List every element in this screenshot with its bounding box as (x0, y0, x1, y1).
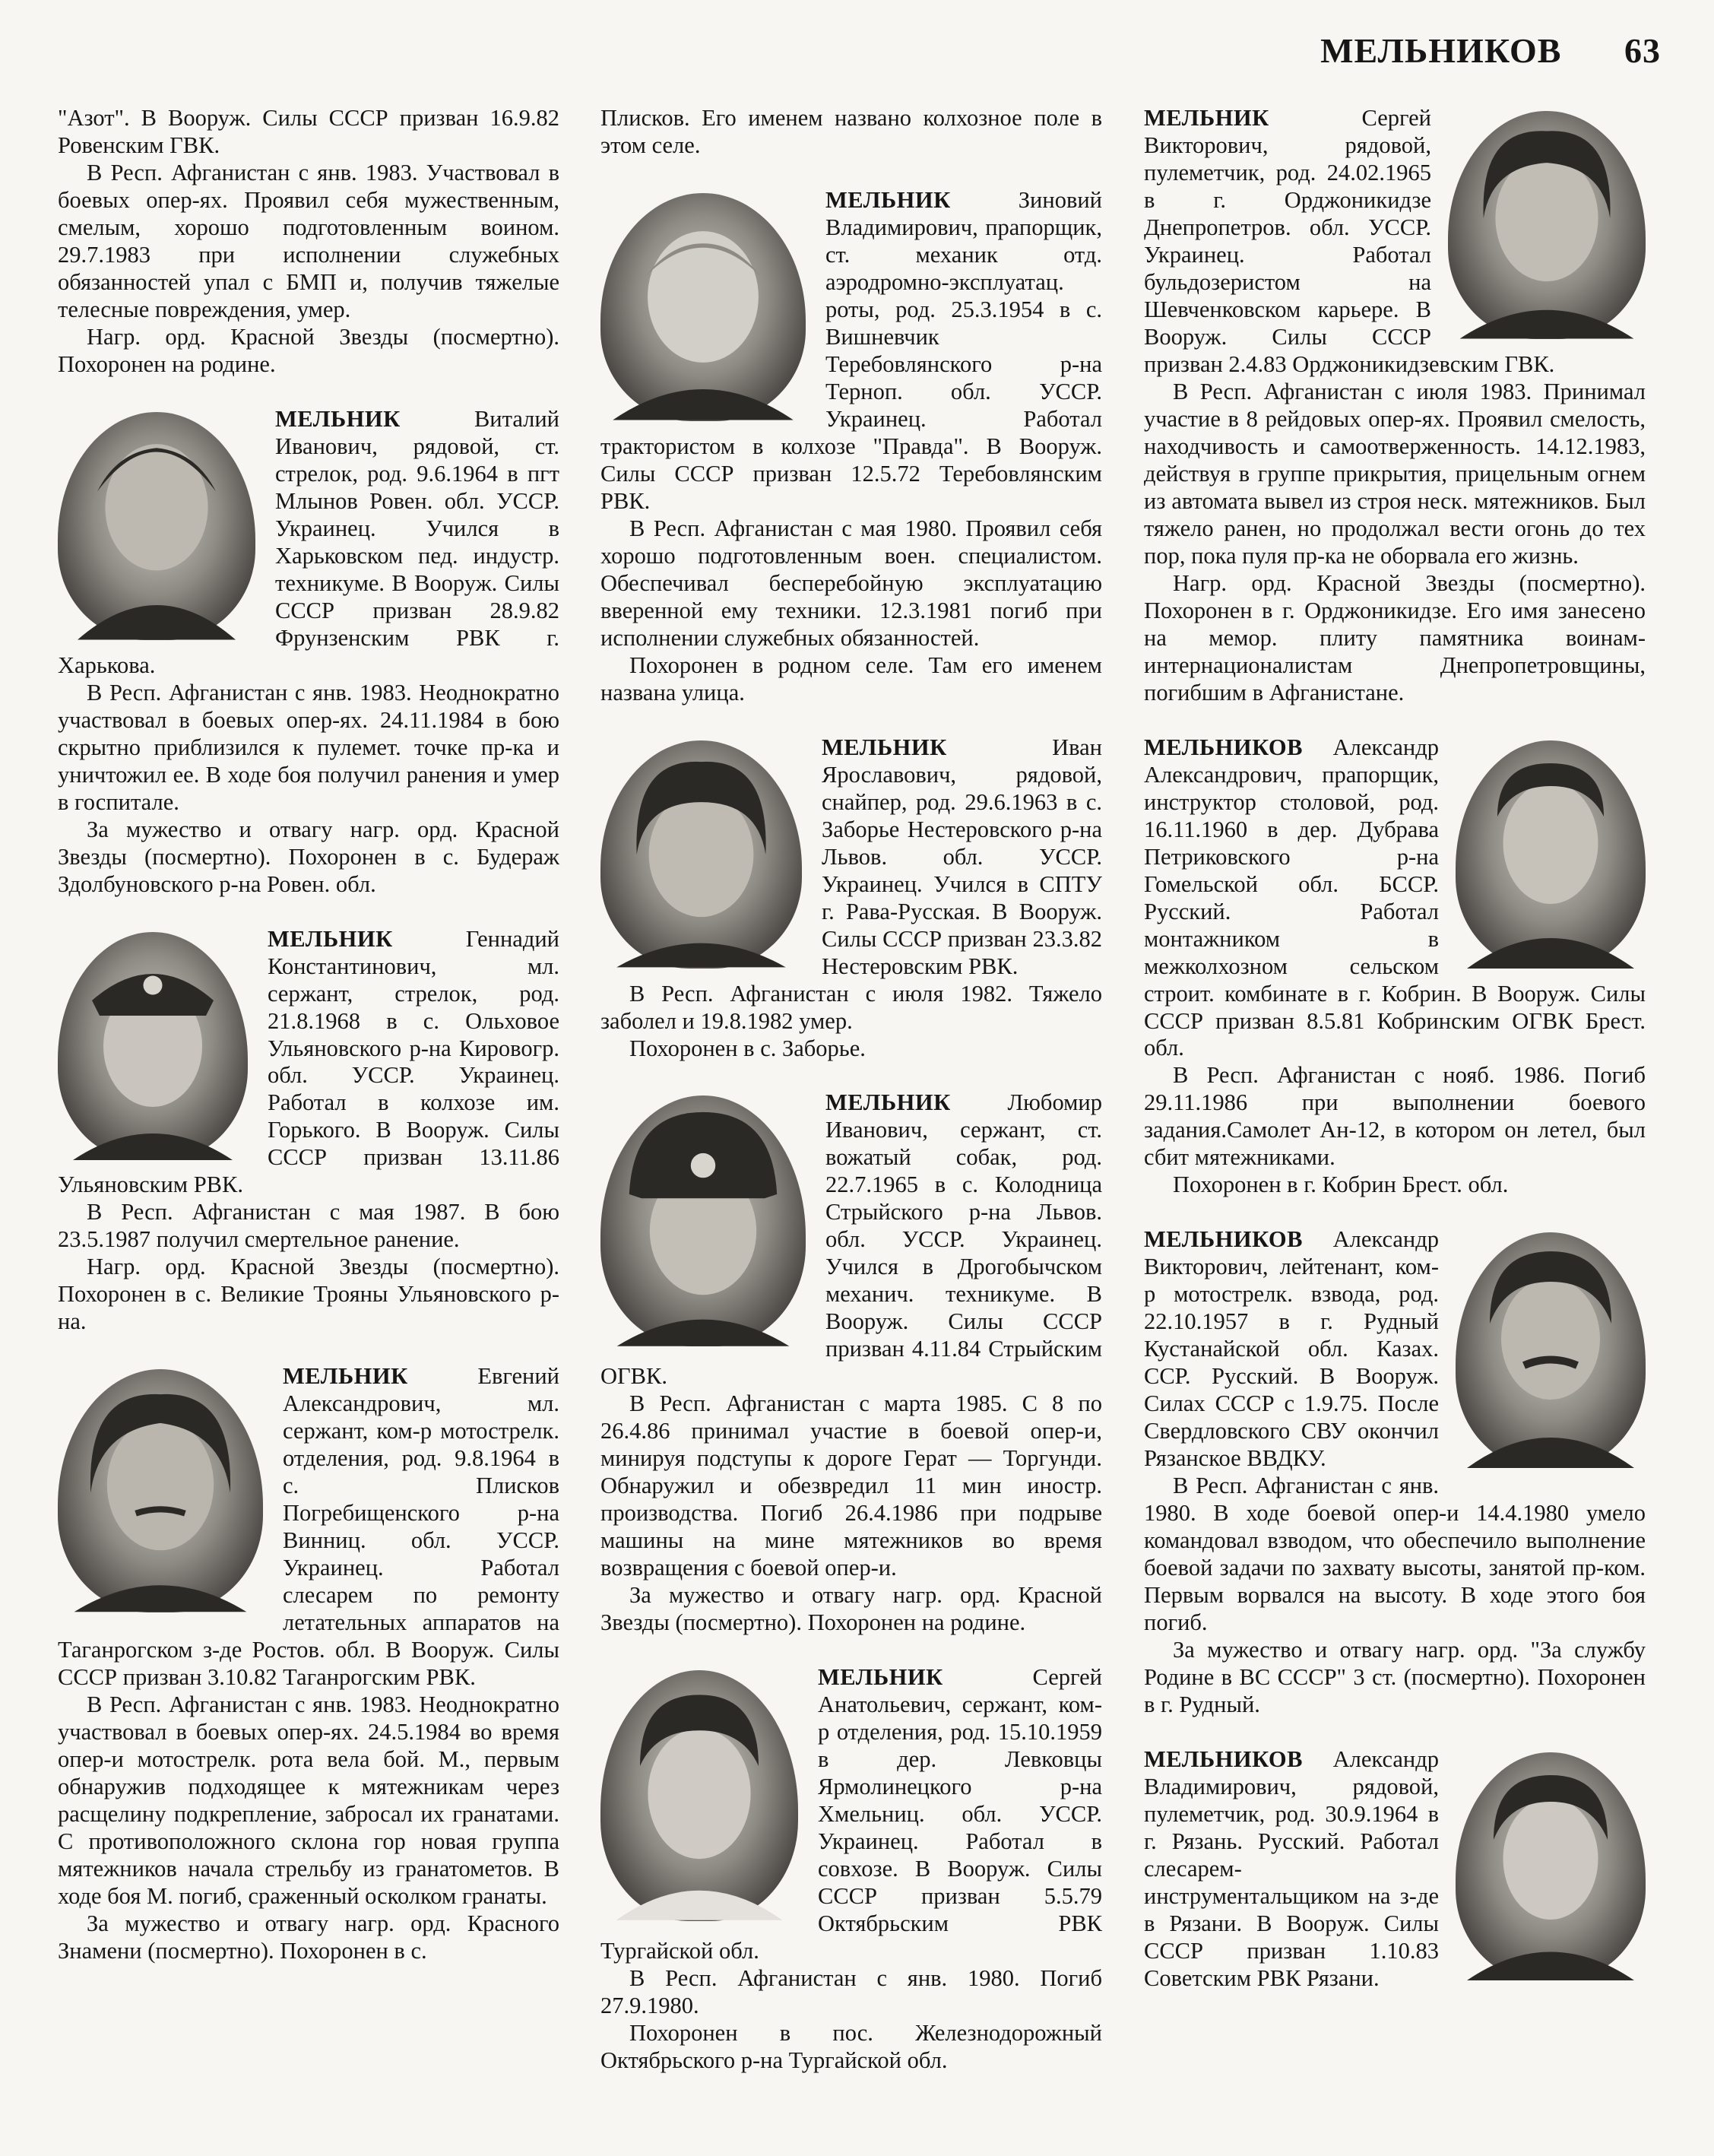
entry-paragraph: За мужество и отвагу нагр. орд. Красного Знамени (посмертно). Похоронен в с. (58, 1910, 559, 1964)
entry-surname: МЕЛЬНИК (822, 734, 947, 760)
entry-paragraph: В Респ. Афганистан с янв. 1983. Неоднократно участвовал в боевых опер-ях. 24.5.1984 во время опер-и мотострелк. рота вела бой. М., первым обнаружив подходящее к мятежникам через расщелину подкрепление, забросал их гранатами. С противоположного склона гор новая группа мятежников начала стрельбу из гранатометов. В ходе боя М. погиб, сраженный осколком гранаты. (58, 1692, 559, 1910)
entry-paragraph: В Респ. Афганистан с июля 1983. Принимал участие в 8 рейдовых опер-ях. Проявил смелость, находчивость и самоотверженность. 14.12.1983, действуя в группе прикрытия, прицельным огнем из автомата вывел из строя неск. мятежников. Был тяжело ранен, но продолжал вести огонь до тех пор, пока пуля пр-ка не оборвала его жизнь. (1144, 378, 1646, 569)
entry-header-text: Виталий Иванович, рядовой, ст. стрелок, род. 9.6.1964 в пгт Млынов Ровен. обл. УССР. Украинец. Учился в Харьковском пед. индустр. техникуме. В Вооруж. Силы СССР призван 28.9.82 Фрунзенским РВК г. Харькова. (58, 405, 559, 678)
entry-header (1144, 1226, 1646, 1473)
entry-melnik-vitaliy (58, 406, 559, 899)
entry-header (600, 1089, 1102, 1390)
entry-paragraph: Похоронен в г. Кобрин Брест. обл. (1173, 1172, 1509, 1198)
entry-surname: МЕЛЬНИКОВ (1144, 734, 1303, 760)
entry-header-text: Зиновий Владимирович, прапорщик, ст. механик отд. аэродромно-эксплуатац. роты, род. 25.3.1954 в с. Вишневчик Теребовлянского р-на Терноп. обл. УССР. Украинец. Работал трактористом в колхозе "Правда". В Вооруж. Силы СССР призван 12.5.72 Теребовлянским РВК. (600, 186, 1102, 514)
continuation-paragraph: Нагр. орд. Красной Звезды (посмертно). Похоронен на родине. (58, 323, 559, 377)
entry-paragraph: За мужество и отвагу нагр. орд. "За службу Родине в ВС СССР" 3 ст. (посмертно). Похоронен в г. Рудный. (1144, 1637, 1646, 1718)
entry-surname: МЕЛЬНИК (825, 1089, 951, 1116)
entry-melnik-zinoviy (600, 187, 1102, 707)
entry-header-text: Александр Владимирович, рядовой, пулеметчик, род. 30.9.1964 в г. Рязань. Русский. Работал слесарем-инструментальщиком на з-де в Рязани. В Вооруж. Силы СССР призван 1.10.83 Советским РВК Рязани. (1144, 1746, 1439, 1991)
entry-surname: МЕЛЬНИК (283, 1363, 408, 1390)
entry-header (58, 406, 559, 680)
portrait-photo (1456, 1752, 1646, 1980)
portrait-photo (1456, 1232, 1646, 1468)
entry-header (58, 926, 559, 1200)
entry-surname: МЕЛЬНИКОВ (1144, 1226, 1303, 1253)
entry-paragraph: В Респ. Афганистан с нояб. 1986. Погиб 29.11.1986 при выполнении боевого задания.Самолет Ан-12, в котором он летел, был сбит мятежниками. (1144, 1062, 1646, 1171)
column-3 (1144, 105, 1646, 2020)
entry-paragraph: Похоронен в родном селе. Там его именем названа улица. (600, 652, 1102, 705)
entry-header-text: Геннадий Константинович, мл. сержант, стрелок, род. 21.8.1968 в с. Ольховое Ульяновского р-на Кировогр. обл. УССР. Украинец. Работал в колхозе им. Горького. В Вооруж. Силы СССР призван 13.11.86 Ульяновским РВК. (58, 925, 559, 1198)
entry-surname: МЕЛЬНИКОВ (1144, 1746, 1303, 1773)
page-number: 63 (1624, 31, 1661, 70)
entry-header-text: Евгений Александрович, мл. сержант, ком-р мотострелк. отделения, род. 9.8.1964 в с. Плисков Погребищенского р-на Винниц. обл. УССР. Украинец. Работал слесарем по ремонту летательных аппаратов на Таганрогском з-де Ростов. обл. В Вооруж. Силы СССР призван 3.10.82 Таганрогским РВК. (58, 1363, 559, 1691)
entry-header-text: Любомир Иванович, сержант, ст. вожатый собак, род. 22.7.1965 в с. Колодница Стрыйского р-на Львов. обл. УССР. Украинец. Учился в Дрогобычском механич. техникуме. В Вооруж. Силы СССР призван 4.11.84 Стрыйским ОГВК. (600, 1089, 1102, 1390)
entry-header (1144, 1746, 1646, 1993)
entry-paragraph: В Респ. Афганистан с янв. 1983. Неоднократно участвовал в боевых опер-ях. 24.11.1984 в бою скрытно приблизился к пулемет. точке пр-ка и уничтожил ее. В ходе боя получил ранения и умер в госпитале. (58, 679, 559, 815)
entry-melnik-lyubomir (600, 1089, 1102, 1637)
portrait-photo (600, 1670, 798, 1921)
portrait-photo (58, 412, 255, 640)
entry-melnik-ivan (600, 734, 1102, 1063)
column-1 (58, 105, 559, 1993)
entry-paragraph: Нагр. орд. Красной Звезды (посмертно). Похоронен в с. Великие Трояны Ульяновского р-на. (58, 1254, 559, 1335)
entry-melnik-sergey-a (600, 1664, 1102, 2075)
entry-paragraph: За мужество и отвагу нагр. орд. Красной Звезды (посмертно). Похоронен на родине. (600, 1582, 1102, 1636)
entry-header (600, 1664, 1102, 1965)
entry-header (600, 187, 1102, 515)
entry-header-text: Иван Ярославович, рядовой, снайпер, род. 29.6.1963 в с. Заборье Нестеровского р-на Львов. обл. УССР. Украинец. Учился в СПТУ г. Рава-Русская. В Вооруж. Силы СССР призван 23.3.82 Нестеровским РВК. (822, 734, 1102, 979)
entry-header-text: Сергей Викторович, рядовой, пулеметчик, род. 24.02.1965 в г. Орджоникидзе Днепропетров. обл. УССР. Украинец. Работал бульдозеристом на Шевченковском карьере. В Вооруж. Силы СССР призван 2.4.83 Орджоникидзевским ГВК. (1144, 105, 1555, 377)
entry-melnikov-aleksandr-vl (1144, 1746, 1646, 1993)
entry-header (600, 734, 1102, 981)
entry-paragraph: В Респ. Афганистан с мая 1987. В бою 23.5.1987 получил смертельное ранение. (58, 1199, 559, 1253)
continuation-paragraph: "Азот". В Вооруж. Силы СССР призван 16.9.82 Ровенским ГВК. (58, 105, 559, 158)
portrait-photo (600, 193, 806, 421)
entry-surname: МЕЛЬНИК (275, 405, 401, 432)
entry-melnik-gennadiy (58, 926, 559, 1336)
portrait-photo (58, 932, 248, 1160)
entry-paragraph: В Респ. Афганистан с июля 1982. Тяжело заболел и 19.8.1982 умер. (600, 980, 1102, 1034)
entry-header-text: Сергей Анатольевич, сержант, ком-р отделения, род. 15.10.1959 в дер. Левковцы Ярмолинецкого р-на Хмельниц. обл. УССР. Украинец. Работал в совхозе. В Вооруж. Силы СССР призван 5.5.79 Октябрьским РВК Тургайской обл. (600, 1664, 1102, 1964)
entry-melnikov-aleksandr-a (1144, 734, 1646, 1200)
entry-paragraph: Нагр. орд. Красной Звезды (посмертно). Похоронен в г. Орджоникидзе. Его имя занесено на мемор. плиту памятника воинам-интернационалистам Днепропетровщины, погибшим в Афганистане. (1144, 569, 1646, 705)
entry-header-text: Александр Викторович, лейтенант, ком-р мотострелк. взвода, род. 22.10.1957 в г. Рудный Кустанайской обл. Казах. ССР. Русский. В Вооруж. Силах СССР с 1.9.75. После Свердловского СВУ окончил Рязанское ВВДКУ. (1144, 1226, 1439, 1472)
entry-surname: МЕЛЬНИК (818, 1664, 943, 1691)
portrait-photo (1456, 740, 1646, 969)
entry-paragraph: Похоронен в пос. Железнодорожный Октябрьского р-на Тургайской обл. (600, 2019, 1102, 2073)
entry-surname: МЕЛЬНИК (1144, 105, 1269, 131)
entry-paragraph: В Респ. Афганистан с мая 1980. Проявил себя хорошо подготовленным воен. специалистом. Обеспечивал бесперебойную эксплуатацию вверенной ему техники. 12.3.1981 погиб при исполнении служебных обязанностей. (600, 515, 1102, 651)
entry-paragraph: Похоронен в с. Заборье. (629, 1035, 866, 1061)
entry-paragraph: В Респ. Афганистан с янв. 1980. В ходе боевой опер-и 14.4.1980 умело командовал взводом, что обеспечило выполнение боевой задачи по захвату высоты, занятой пр-ком. Первым ворвался на высоту. В ходе этого боя погиб. (1144, 1473, 1646, 1636)
continuation-paragraph: В Респ. Афганистан с янв. 1983. Участвовал в боевых опер-ях. Проявил себя мужественным, смелым, хорошо подготовленным воином. 29.7.1983 при исполнении служебных обязанностей упал с БМП и, получив тяжелые телесные повреждения, умер. (58, 159, 559, 322)
portrait-photo (1448, 111, 1646, 339)
entry-header (58, 1363, 559, 1692)
entry-surname: МЕЛЬНИК (825, 186, 951, 213)
portrait-photo (600, 1095, 806, 1346)
portrait-photo (58, 1369, 263, 1612)
portrait-photo (600, 740, 802, 969)
running-head-surname: МЕЛЬНИКОВ (1320, 31, 1562, 70)
entry-paragraph: В Респ. Афганистан с марта 1985. С 8 по 26.4.86 принимал участие в боевой опер-и, минируя подступы к дороге Герат — Торгунди. Обнаружил и обезвредил 11 мин иностр. производства. Погиб 26.4.1986 при подрыве машины на мине мятежников во время возвращения с боевой опер-и. (600, 1390, 1102, 1581)
entry-header-text: Александр Александрович, прапорщик, инструктор столовой, род. 16.11.1960 в дер. Дубрава Петриковского р-на Гомельской обл. БССР. Русский. Работал монтажником в межколхозном сельском строит. комбинате в г. Кобрин. В Вооруж. Силы СССР призван 8.5.81 Кобринским ОГВК Брест. обл. (1144, 734, 1646, 1061)
entry-melnikov-aleksandr-v (1144, 1226, 1646, 1719)
entry-surname: МЕЛЬНИК (268, 925, 393, 952)
continuation-paragraph: Плисков. Его именем названо колхозное поле в этом селе. (600, 105, 1102, 158)
running-head (1320, 30, 1661, 71)
column-2 (600, 105, 1102, 2102)
entry-paragraph: В Респ. Афганистан с янв. 1980. Погиб 27.9.1980. (600, 1965, 1102, 2018)
entry-header (1144, 734, 1646, 1063)
entry-header (1144, 105, 1646, 379)
entry-paragraph: За мужество и отвагу нагр. орд. Красной Звезды (посмертно). Похоронен в с. Будераж Здолбуновского р-на Ровен. обл. (58, 816, 559, 897)
entry-melnik-evgeniy (58, 1363, 559, 1965)
entry-melnik-sergey-v (1144, 105, 1646, 707)
